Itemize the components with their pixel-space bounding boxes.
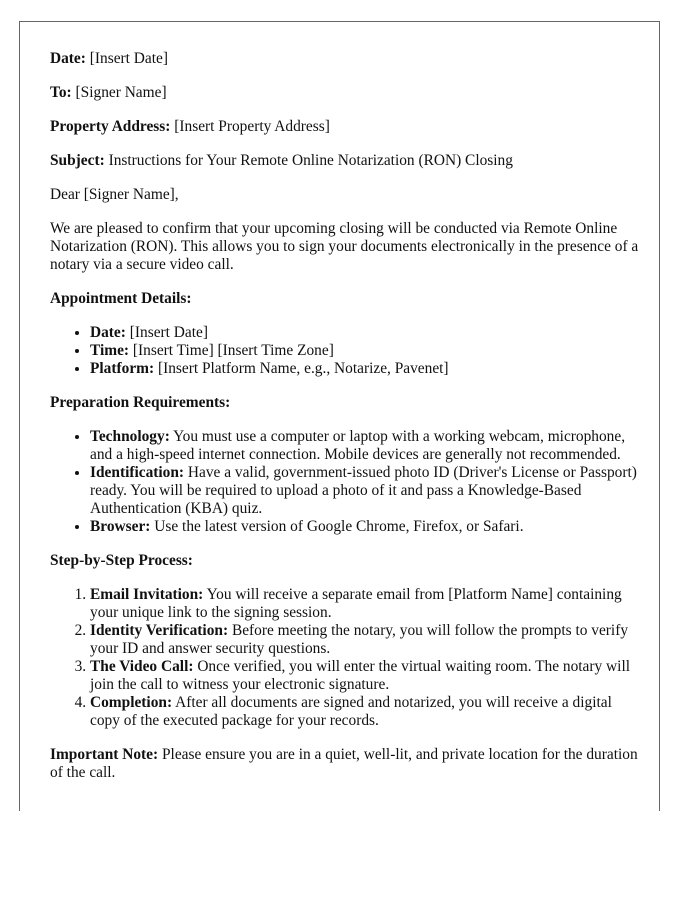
- item-text: After all documents are signed and notarized, you will receive a digital copy of the executed package for your records.: [90, 694, 612, 729]
- appointment-heading-text: Appointment Details:: [50, 290, 192, 307]
- item-label: Technology:: [90, 428, 170, 445]
- property-line: [50, 118, 640, 136]
- intro-paragraph: We are pleased to confirm that your upcoming closing will be conducted via Remote Online Notarization (RON). This allows you to sign your documents electronically in the presence of a notary via a secure video call.: [50, 220, 639, 273]
- to-label: To:: [50, 84, 72, 101]
- item-text: You must use a computer or laptop with a working webcam, microphone, and a high-speed internet connection. Mobile devices are generally not recommended.: [90, 428, 626, 463]
- list-item: [90, 324, 640, 342]
- preparation-heading: [50, 394, 640, 412]
- date-line: [50, 50, 640, 68]
- item-label: Date:: [90, 324, 126, 341]
- process-list: [50, 586, 640, 730]
- item-text: You will receive a separate email from [Platform Name] containing your unique link to the signing session.: [90, 586, 622, 621]
- list-item: [90, 518, 640, 536]
- item-text: [Insert Time] [Insert Time Zone]: [129, 342, 334, 359]
- list-item: [90, 586, 640, 622]
- item-label: Identification:: [90, 464, 185, 481]
- list-item: [90, 658, 640, 694]
- item-label: Platform:: [90, 360, 155, 377]
- preparation-list: [50, 428, 640, 536]
- letter-content: [50, 50, 640, 782]
- item-label: Identity Verification:: [90, 622, 229, 639]
- list-item: [90, 428, 640, 464]
- item-text: Before meeting the notary, you will follow the prompts to verify your ID and answer security questions.: [90, 622, 629, 657]
- note-text: Please ensure you are in a quiet, well-lit, and private location for the duration of the call.: [50, 746, 638, 781]
- letter-page: [19, 21, 660, 811]
- item-label: Completion:: [90, 694, 173, 711]
- appointment-list: [50, 324, 640, 378]
- date-label: Date:: [50, 50, 86, 67]
- date-value: [Insert Date]: [85, 50, 168, 67]
- subject-value: Instructions for Your Remote Online Notarization (RON) Closing: [104, 152, 513, 169]
- subject-line: [50, 152, 640, 170]
- note-label: Important Note:: [50, 746, 159, 763]
- subject-label: Subject:: [50, 152, 105, 169]
- item-text: [Insert Date]: [125, 324, 208, 341]
- to-value: [Signer Name]: [71, 84, 167, 101]
- item-label: Email Invitation:: [90, 586, 204, 603]
- item-label: Time:: [90, 342, 130, 359]
- list-item: [90, 360, 640, 378]
- list-item: [90, 464, 640, 518]
- item-label: Browser:: [90, 518, 151, 535]
- item-text: [Insert Platform Name, e.g., Notarize, Pavenet]: [154, 360, 449, 377]
- property-value: [Insert Property Address]: [170, 118, 330, 135]
- item-label: The Video Call:: [90, 658, 194, 675]
- appointment-heading: [50, 290, 640, 308]
- important-note: [50, 746, 640, 782]
- item-text: Once verified, you will enter the virtual waiting room. The notary will join the call to witness your electronic signature.: [90, 658, 630, 693]
- process-heading-text: Step-by-Step Process:: [50, 552, 193, 569]
- list-item: [90, 694, 640, 730]
- item-text: Have a valid, government-issued photo ID (Driver's License or Passport) ready. You will be required to upload a photo of it and pass a Knowledge-Based Authentication (KBA) quiz.: [90, 464, 637, 517]
- property-label: Property Address:: [50, 118, 171, 135]
- item-text: Use the latest version of Google Chrome, Firefox, or Safari.: [150, 518, 524, 535]
- salutation: Dear [Signer Name],: [50, 186, 179, 203]
- process-heading: [50, 552, 640, 570]
- list-item: [90, 342, 640, 360]
- list-item: [90, 622, 640, 658]
- preparation-heading-text: Preparation Requirements:: [50, 394, 231, 411]
- to-line: [50, 84, 640, 102]
